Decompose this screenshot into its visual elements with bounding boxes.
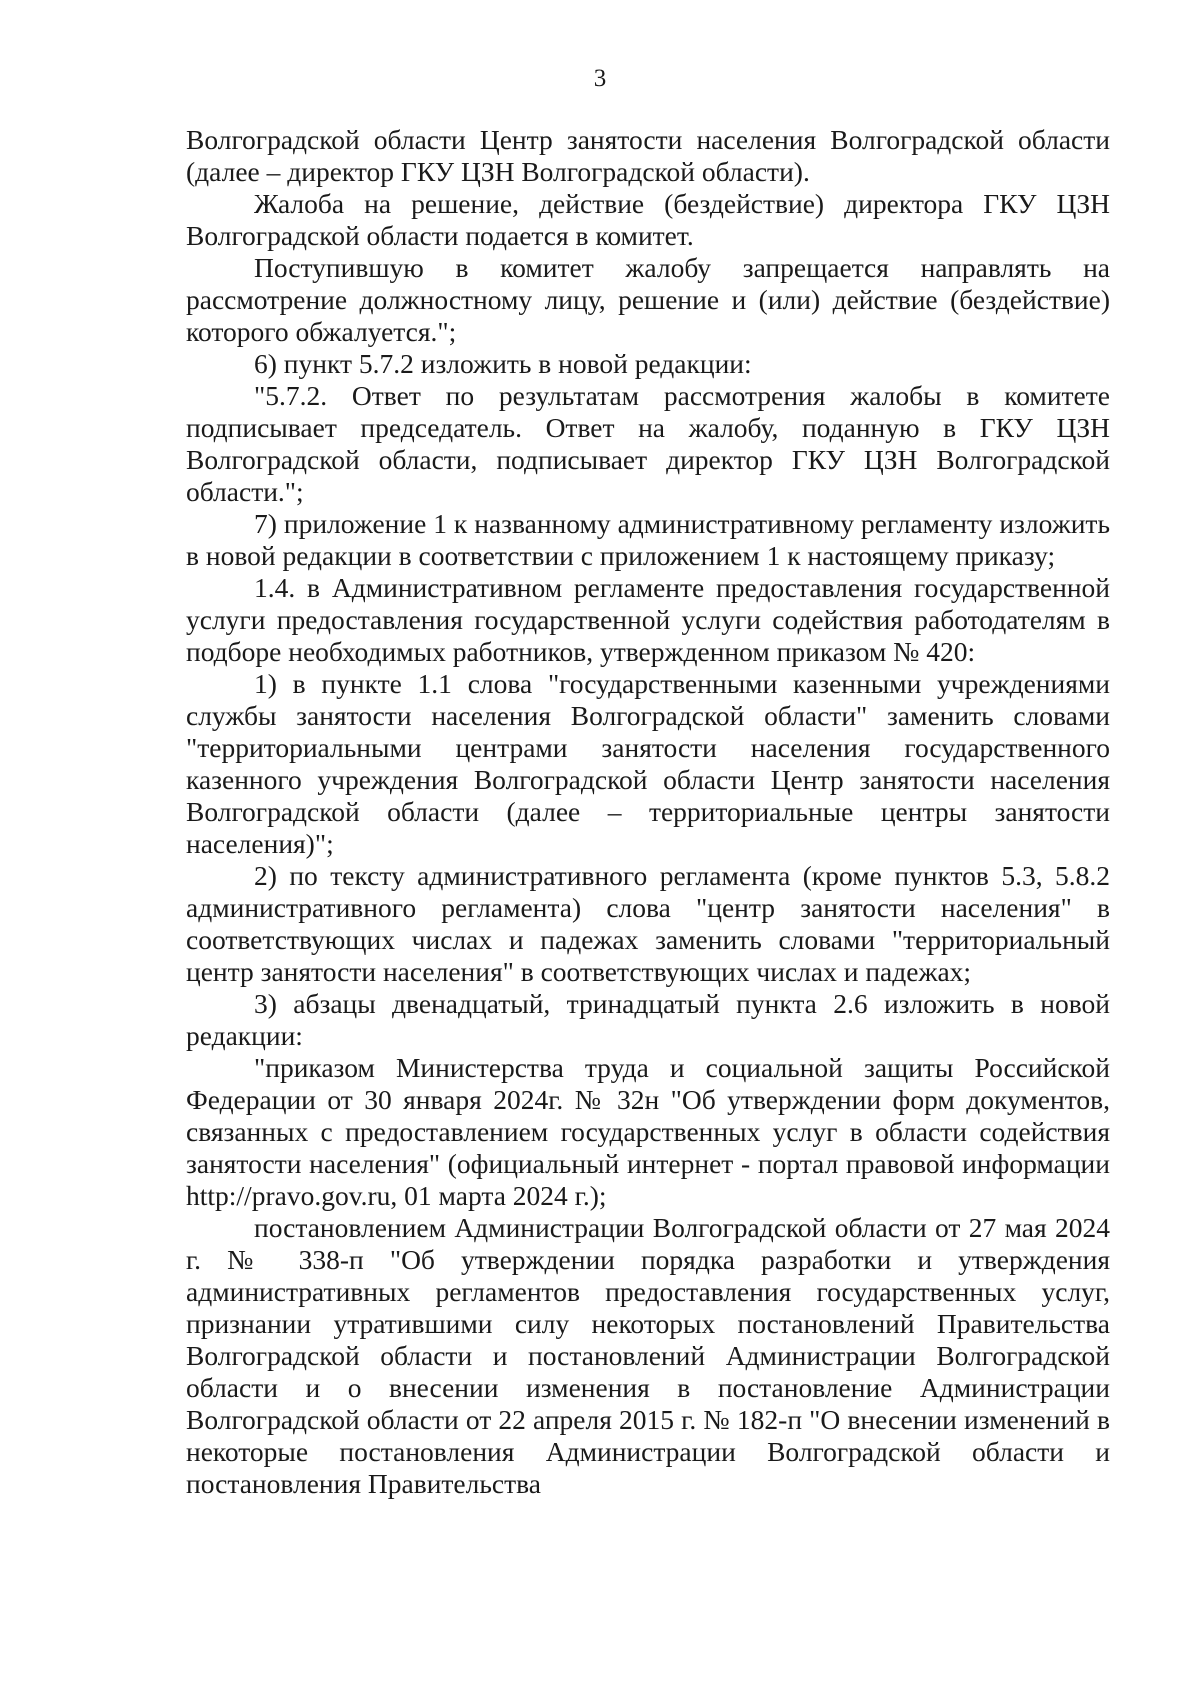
paragraph: 1.4. в Административном регламенте предоставления государственной услуги предоставления государственной услуги содействия работодателям в подборе необходимых работников, утвержденном приказом № 420: [186,572,1110,667]
paragraph: 6) пункт 5.7.2 изложить в новой редакции: [254,348,752,379]
page-number: 3 [593,65,607,92]
paragraph: 7) приложение 1 к названному административному регламенту изложить в новой редакции в соответствии с приложением 1 к настоящему приказу; [186,508,1110,571]
paragraph: Волгоградской области Центр занятости населения Волгоградской области (далее – директор ГКУ ЦЗН Волгоградской области). [186,124,1110,187]
paragraph: "5.7.2. Ответ по результатам рассмотрения жалобы в комитете подписывает председатель. Ответ на жалобу, поданную в ГКУ ЦЗН Волгоградской области, подписывает директор ГКУ ЦЗН Волгоградской области."; [186,380,1110,507]
paragraph: "приказом Министерства труда и социальной защиты Российской Федерации от 30 января 2024г. № 32н "Об утверждении форм документов, связанных с предоставлением государственных услуг в области содействия занятости населения" (официальный интернет - портал правовой информации http://pravo.gov.ru, 01 марта 2024 г.); [186,1052,1110,1211]
paragraph: постановлением Администрации Волгоградской области от 27 мая 2024 г. № 338-п "Об утверждении порядка разработки и утверждения административных регламентов предоставления государственных услуг, признании утратившими силу некоторых постановлений Правительства Волгоградской области и постановлений Администрации Волгоградской области и о внесении изменения в постановление Администрации Волгоградской области от 22 апреля 2015 г. № 182-п "О внесении изменений в некоторые постановления Администрации Волгоградской области и постановления Правительства [186,1212,1110,1499]
paragraph: 1) в пункте 1.1 слова "государственными казенными учреждениями службы занятости населения Волгоградской области" заменить словами "территориальными центрами занятости населения государственного казенного учреждения Волгоградской области Центр занятости населения Волгоградской области (далее – территориальные центры занятости населения)"; [186,668,1110,859]
paragraph: Поступившую в комитет жалобу запрещается направлять на рассмотрение должностному лицу, решение и (или) действие (бездействие) которого обжалуется."; [186,252,1110,347]
document-body [186,124,1110,1500]
paragraph: 2) по тексту административного регламента (кроме пунктов 5.3, 5.8.2 административного регламента) слова "центр занятости населения" в соответствующих числах и падежах заменить словами "территориальный центр занятости населения" в соответствующих числах и падежах; [186,860,1110,987]
paragraph: Жалоба на решение, действие (бездействие) директора ГКУ ЦЗН Волгоградской области подается в комитет. [186,188,1110,251]
paragraph: 3) абзацы двенадцатый, тринадцатый пункта 2.6 изложить в новой редакции: [186,988,1110,1051]
